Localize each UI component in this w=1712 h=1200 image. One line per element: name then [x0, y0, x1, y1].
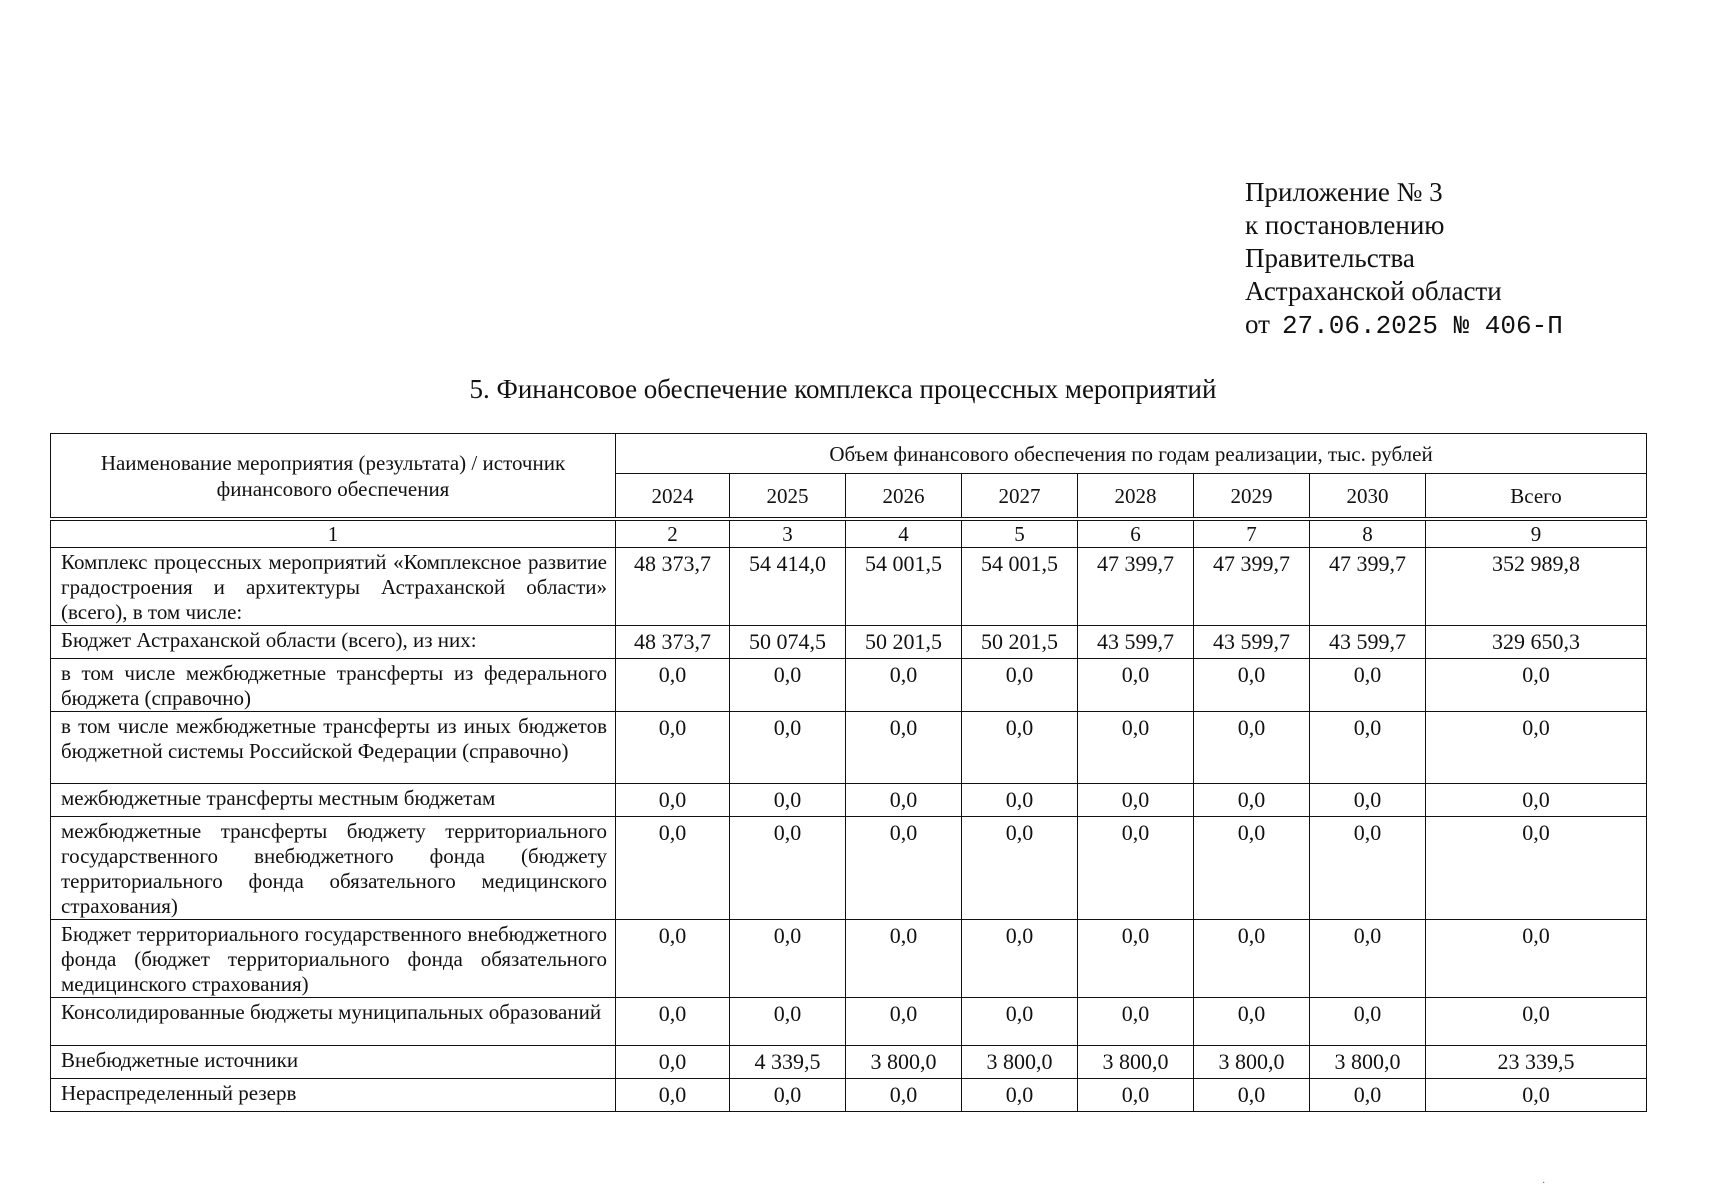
appendix-line-1: Приложение № 3	[1245, 177, 1443, 207]
table-row	[51, 712, 1647, 784]
section-title-text: 5. Финансовое обеспечение комплекса процессных мероприятий	[469, 374, 1217, 404]
table-row	[51, 920, 1647, 998]
header-year-7: Всего	[1426, 474, 1647, 518]
value-cell: 3 800,0	[846, 1046, 962, 1079]
header-year-6: 2030	[1310, 474, 1426, 518]
value-cell: 0,0	[1078, 1079, 1194, 1112]
value-cell: 0,0	[1194, 659, 1310, 712]
table-row	[51, 817, 1647, 920]
value-cell: 0,0	[616, 1079, 730, 1112]
value-cell: 0,0	[1194, 998, 1310, 1046]
value-cell: 0,0	[616, 712, 730, 784]
value-cell: 0,0	[962, 712, 1078, 784]
value-cell: 54 001,5	[962, 548, 1078, 626]
column-number-7: 8	[1310, 521, 1426, 548]
row-name-cell: межбюджетные трансферты бюджету территориального государственного внебюджетного фонда (бюджету территориального фонда обязательного медицинского страхования)	[51, 817, 616, 920]
value-cell: 47 399,7	[1310, 548, 1426, 626]
header-year-0: 2024	[616, 474, 730, 518]
value-cell: 50 201,5	[962, 626, 1078, 659]
value-cell: 54 001,5	[846, 548, 962, 626]
value-cell: 50 074,5	[730, 626, 846, 659]
table-row	[51, 626, 1647, 659]
value-cell: 47 399,7	[1078, 548, 1194, 626]
value-cell: 3 800,0	[1310, 1046, 1426, 1079]
value-cell: 48 373,7	[616, 626, 730, 659]
value-cell: 3 800,0	[1078, 1046, 1194, 1079]
value-cell: 0,0	[1194, 784, 1310, 817]
value-cell: 0,0	[1310, 817, 1426, 920]
row-name-cell: Внебюджетные источники	[51, 1046, 616, 1079]
section-title	[0, 374, 1712, 405]
value-cell: 329 650,3	[1426, 626, 1647, 659]
value-cell: 3 800,0	[962, 1046, 1078, 1079]
value-cell: 0,0	[730, 998, 846, 1046]
value-cell: 0,0	[616, 817, 730, 920]
value-cell: 0,0	[1310, 712, 1426, 784]
value-cell: 0,0	[1426, 712, 1647, 784]
value-cell: 0,0	[846, 659, 962, 712]
value-cell: 0,0	[616, 998, 730, 1046]
value-cell: 0,0	[962, 659, 1078, 712]
value-cell: 0,0	[616, 659, 730, 712]
value-cell: 0,0	[730, 712, 846, 784]
value-cell: 0,0	[616, 1046, 730, 1079]
appendix-block	[1245, 176, 1563, 343]
header-volume-cell: Объем финансового обеспечения по годам реализации, тыс. рублей	[616, 434, 1647, 474]
value-cell: 0,0	[962, 1079, 1078, 1112]
value-cell: 0,0	[730, 1079, 846, 1112]
table-row	[51, 1079, 1647, 1112]
header-year-5: 2029	[1194, 474, 1310, 518]
table-row	[51, 998, 1647, 1046]
value-cell: 0,0	[1426, 998, 1647, 1046]
value-cell: 0,0	[1078, 817, 1194, 920]
value-cell: 0,0	[1310, 920, 1426, 998]
column-number-4: 5	[962, 521, 1078, 548]
value-cell: 0,0	[846, 817, 962, 920]
header-year-2: 2026	[846, 474, 962, 518]
value-cell: 0,0	[730, 920, 846, 998]
value-cell: 0,0	[730, 659, 846, 712]
value-cell: 0,0	[962, 998, 1078, 1046]
value-cell: 43 599,7	[1078, 626, 1194, 659]
value-cell: 0,0	[1310, 1079, 1426, 1112]
row-name-cell: Бюджет Астраханской области (всего), из них:	[51, 626, 616, 659]
value-cell: 0,0	[1194, 920, 1310, 998]
value-cell: 0,0	[616, 784, 730, 817]
column-number-8: 9	[1426, 521, 1647, 548]
value-cell: 0,0	[1426, 1079, 1647, 1112]
value-cell: 0,0	[1078, 659, 1194, 712]
table-row	[51, 784, 1647, 817]
value-cell: 0,0	[1194, 817, 1310, 920]
value-cell: 0,0	[1310, 998, 1426, 1046]
appendix-line-2: к постановлению	[1245, 210, 1445, 240]
value-cell: 3 800,0	[1194, 1046, 1310, 1079]
table-row	[51, 1046, 1647, 1079]
corner-dot: ·	[1542, 1178, 1546, 1189]
row-name-cell: межбюджетные трансферты местным бюджетам	[51, 784, 616, 817]
value-cell: 43 599,7	[1194, 626, 1310, 659]
column-number-1: 2	[616, 521, 730, 548]
row-name-cell: Комплекс процессных мероприятий «Комплексное развитие градостроения и архитектуры Астраханской области» (всего), в том числе:	[51, 548, 616, 626]
appendix-line-3: Правительства	[1245, 243, 1415, 273]
row-name-cell: Консолидированные бюджеты муниципальных образований	[51, 998, 616, 1046]
value-cell: 0,0	[846, 712, 962, 784]
value-cell: 0,0	[1194, 712, 1310, 784]
value-cell: 47 399,7	[1194, 548, 1310, 626]
column-number-5: 6	[1078, 521, 1194, 548]
value-cell: 0,0	[1426, 784, 1647, 817]
financing-table-wrapper	[50, 433, 1646, 1112]
value-cell: 54 414,0	[730, 548, 846, 626]
header-year-3: 2027	[962, 474, 1078, 518]
value-cell: 0,0	[962, 920, 1078, 998]
header-name-cell: Наименование мероприятия (результата) / источник финансового обеспечения	[51, 434, 616, 518]
value-cell: 0,0	[846, 1079, 962, 1112]
value-cell: 0,0	[962, 817, 1078, 920]
value-cell: 352 989,8	[1426, 548, 1647, 626]
value-cell: 0,0	[1426, 920, 1647, 998]
row-name-cell: Нераспределенный резерв	[51, 1079, 616, 1112]
row-name-cell: Бюджет территориального государственного внебюджетного фонда (бюджет территориального фонда обязательного медицинского страхования)	[51, 920, 616, 998]
value-cell: 0,0	[846, 784, 962, 817]
value-cell: 0,0	[846, 920, 962, 998]
column-number-0: 1	[51, 521, 616, 548]
table-row	[51, 659, 1647, 712]
column-number-6: 7	[1194, 521, 1310, 548]
value-cell: 0,0	[962, 784, 1078, 817]
row-name-cell: в том числе межбюджетные трансферты из иных бюджетов бюджетной системы Российской Федерации (справочно)	[51, 712, 616, 784]
value-cell: 0,0	[1078, 920, 1194, 998]
header-year-1: 2025	[730, 474, 846, 518]
value-cell: 43 599,7	[1310, 626, 1426, 659]
column-number-row	[51, 521, 1647, 548]
value-cell: 0,0	[1078, 998, 1194, 1046]
appendix-date-line	[1245, 308, 1563, 343]
value-cell: 0,0	[616, 920, 730, 998]
value-cell: 0,0	[1426, 659, 1647, 712]
row-name-cell: в том числе межбюджетные трансферты из федерального бюджета (справочно)	[51, 659, 616, 712]
value-cell: 50 201,5	[846, 626, 962, 659]
value-cell: 0,0	[1078, 784, 1194, 817]
value-cell: 48 373,7	[616, 548, 730, 626]
value-cell: 0,0	[846, 998, 962, 1046]
value-cell: 4 339,5	[730, 1046, 846, 1079]
value-cell: 0,0	[1194, 1079, 1310, 1112]
value-cell: 0,0	[1078, 712, 1194, 784]
column-number-3: 4	[846, 521, 962, 548]
column-number-2: 3	[730, 521, 846, 548]
financing-table	[50, 433, 1647, 1112]
value-cell: 0,0	[1310, 784, 1426, 817]
date-value: 27.06.2025 № 406-П	[1281, 311, 1563, 341]
value-cell: 0,0	[1310, 659, 1426, 712]
value-cell: 0,0	[730, 784, 846, 817]
date-prefix: от	[1245, 309, 1270, 339]
table-row	[51, 548, 1647, 626]
appendix-line-4: Астраханской области	[1245, 276, 1502, 306]
value-cell: 0,0	[1426, 817, 1647, 920]
header-year-4: 2028	[1078, 474, 1194, 518]
value-cell: 0,0	[730, 817, 846, 920]
value-cell: 23 339,5	[1426, 1046, 1647, 1079]
